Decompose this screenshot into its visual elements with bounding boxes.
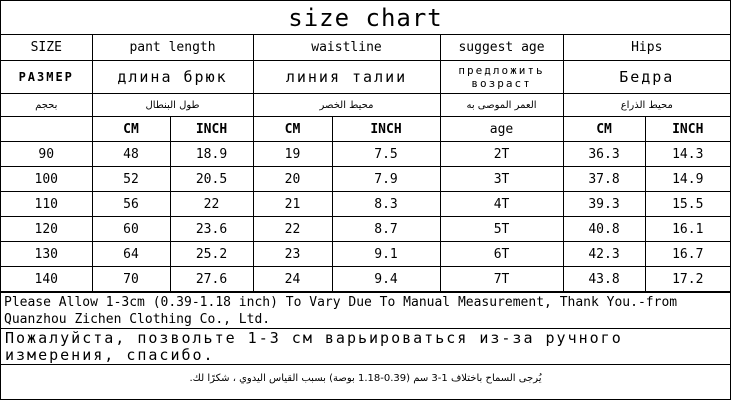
table-row (1, 167, 730, 192)
cell-waist-cm: 21 (253, 192, 332, 217)
cell-pant-cm: 56 (92, 192, 170, 217)
header-waistline: waistline (253, 35, 440, 61)
unit-empty (1, 117, 92, 142)
header-row-english (1, 35, 730, 61)
cell-size: 130 (1, 242, 92, 267)
cell-hips-cm: 37.8 (563, 167, 645, 192)
cell-pant-inch: 23.6 (170, 217, 253, 242)
header-pant-length-ru: длина брюк (92, 61, 253, 94)
cell-pant-inch: 18.9 (170, 142, 253, 167)
cell-pant-inch: 20.5 (170, 167, 253, 192)
cell-hips-inch: 16.1 (645, 217, 730, 242)
header-pant-length: pant length (92, 35, 253, 61)
unit-pant-inch: INCH (170, 117, 253, 142)
header-suggest-age-ar: العمر الموصى به (440, 94, 563, 117)
cell-size: 140 (1, 267, 92, 292)
cell-waist-cm: 23 (253, 242, 332, 267)
measurement-note-arabic: يُرجى السماح باختلاف 1-3 سم (0.39-1.18 بوصة) بسبب القياس اليدوي ، شكرًا لك. (1, 364, 730, 391)
chart-title: size chart (1, 1, 730, 35)
header-size-ru: РАЗМЕР (1, 61, 92, 94)
unit-pant-cm: CM (92, 117, 170, 142)
cell-hips-cm: 36.3 (563, 142, 645, 167)
cell-age: 4T (440, 192, 563, 217)
cell-pant-cm: 52 (92, 167, 170, 192)
cell-size: 110 (1, 192, 92, 217)
cell-age: 6T (440, 242, 563, 267)
header-waistline-ru: линия талии (253, 61, 440, 94)
cell-hips-inch: 14.3 (645, 142, 730, 167)
cell-hips-cm: 43.8 (563, 267, 645, 292)
header-row-russian (1, 61, 730, 94)
cell-waist-inch: 7.9 (332, 167, 440, 192)
cell-waist-cm: 19 (253, 142, 332, 167)
measurement-note-english: Please Allow 1-3cm (0.39-1.18 inch) To Vary Due To Manual Measurement, Thank You.-from Quanzhou Zichen Clothing Co., Ltd. (1, 292, 730, 328)
cell-hips-cm: 42.3 (563, 242, 645, 267)
header-pant-length-ar: طول البنطال (92, 94, 253, 117)
cell-size: 90 (1, 142, 92, 167)
cell-hips-cm: 40.8 (563, 217, 645, 242)
table-row (1, 242, 730, 267)
unit-hips-cm: CM (563, 117, 645, 142)
header-hips-ru: Бедра (563, 61, 730, 94)
cell-hips-inch: 17.2 (645, 267, 730, 292)
cell-pant-inch: 25.2 (170, 242, 253, 267)
cell-waist-inch: 9.4 (332, 267, 440, 292)
unit-hips-inch: INCH (645, 117, 730, 142)
header-hips-ar: محيط الذراع (563, 94, 730, 117)
cell-pant-cm: 64 (92, 242, 170, 267)
unit-age: age (440, 117, 563, 142)
unit-waist-inch: INCH (332, 117, 440, 142)
cell-pant-cm: 60 (92, 217, 170, 242)
unit-waist-cm: CM (253, 117, 332, 142)
cell-waist-inch: 7.5 (332, 142, 440, 167)
unit-row (1, 117, 730, 142)
cell-hips-inch: 15.5 (645, 192, 730, 217)
cell-age: 2T (440, 142, 563, 167)
measurement-note-russian: Пожалуйста, позвольте 1-3 см варьироваться из-за ручного измерения, спасибо. (1, 328, 730, 364)
header-suggest-age-ru: предложить возраст (440, 61, 563, 94)
cell-pant-cm: 48 (92, 142, 170, 167)
header-size-ar: بحجم (1, 94, 92, 117)
header-suggest-age: suggest age (440, 35, 563, 61)
table-row (1, 217, 730, 242)
cell-pant-inch: 22 (170, 192, 253, 217)
cell-waist-inch: 9.1 (332, 242, 440, 267)
header-row-arabic (1, 94, 730, 117)
cell-pant-cm: 70 (92, 267, 170, 292)
cell-waist-inch: 8.3 (332, 192, 440, 217)
header-waistline-ar: محيط الخصر (253, 94, 440, 117)
cell-hips-inch: 16.7 (645, 242, 730, 267)
cell-waist-cm: 20 (253, 167, 332, 192)
cell-pant-inch: 27.6 (170, 267, 253, 292)
cell-age: 7T (440, 267, 563, 292)
size-table (1, 35, 730, 292)
cell-size: 100 (1, 167, 92, 192)
table-row (1, 142, 730, 167)
cell-waist-cm: 22 (253, 217, 332, 242)
table-row (1, 267, 730, 292)
cell-age: 5T (440, 217, 563, 242)
table-row (1, 192, 730, 217)
cell-size: 120 (1, 217, 92, 242)
cell-waist-inch: 8.7 (332, 217, 440, 242)
cell-hips-inch: 14.9 (645, 167, 730, 192)
header-size: SIZE (1, 35, 92, 61)
cell-hips-cm: 39.3 (563, 192, 645, 217)
header-hips: Hips (563, 35, 730, 61)
cell-age: 3T (440, 167, 563, 192)
cell-waist-cm: 24 (253, 267, 332, 292)
